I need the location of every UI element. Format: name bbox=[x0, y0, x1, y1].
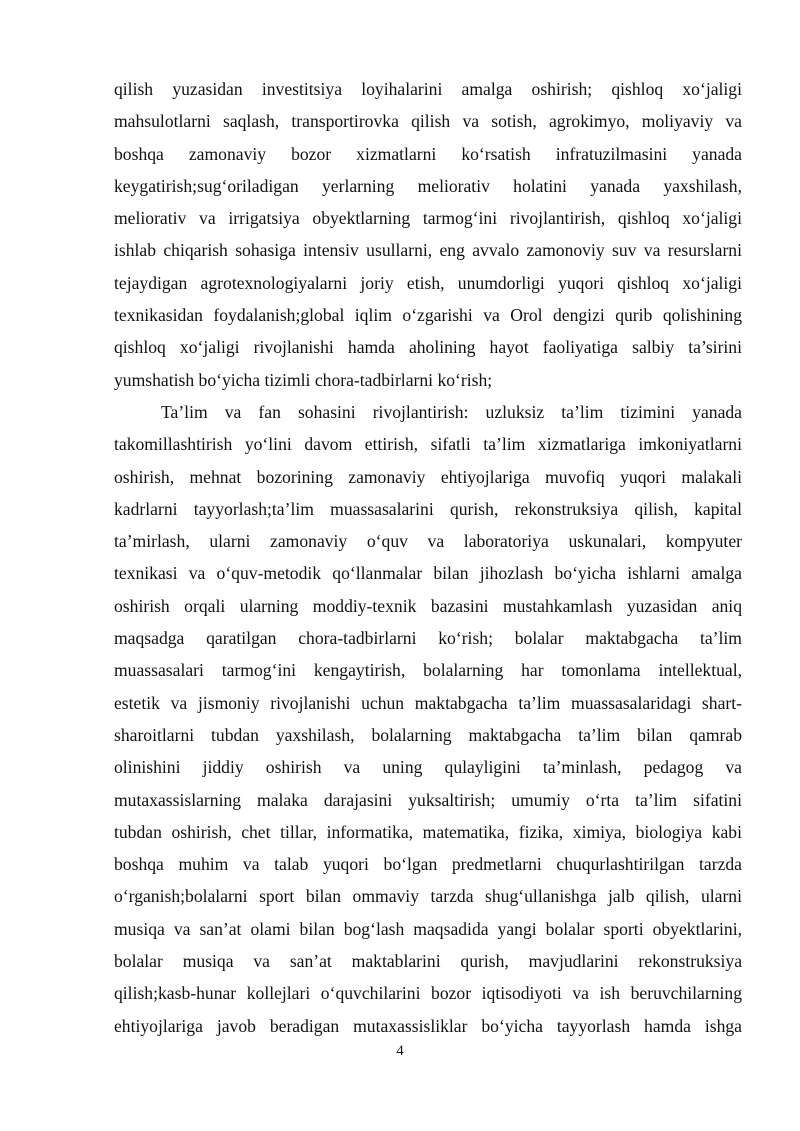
text-line: qishloq xo‘jaligi rivojlanishi hamda aholining hayot faoliyatiga salbiy ta’sirini bbox=[114, 337, 742, 358]
text-line: oshirish, mehnat bozorining zamonaviy ehtiyojlariga muvofiq yuqori malakali bbox=[114, 466, 742, 487]
text-line: tubdan oshirish, chet tillar, informatika, matematika, fizika, ximiya, biologiya kabi bbox=[114, 821, 742, 842]
text-line: qilish yuzasidan investitsiya loyihalarini amalga oshirish; qishloq xo‘jaligi bbox=[114, 79, 742, 99]
text-line: Ta’lim va fan sohasini rivojlantirish: uzluksiz ta’lim tizimini yanada bbox=[161, 401, 742, 422]
text-line: meliorativ va irrigatsiya obyektlarning tarmog‘ini rivojlantirish, qishloq xo‘jaligi bbox=[114, 208, 742, 229]
text-line: mahsulotlarni saqlash, transportirovka qilish va sotish, agrokimyo, moliyaviy va bbox=[114, 111, 742, 132]
text-line: mutaxassislarning malaka darajasini yuksaltirish; umumiy o‘rta ta’lim sifatini bbox=[114, 789, 742, 810]
text-line: o‘rganish;bolalarni sport bilan ommaviy tarzda shug‘ullanishga jalb qilish, ularni bbox=[114, 886, 742, 907]
text-line: maqsadga qaratilgan chora-tadbirlarni ko‘rish; bolalar maktabgacha ta’lim bbox=[114, 628, 742, 649]
paragraph-education bbox=[114, 396, 742, 1042]
text-line: ta’mirlash, ularni zamonaviy o‘quv va laboratoriya uskunalari, kompyuter bbox=[114, 531, 742, 552]
page-number: 4 bbox=[396, 1043, 404, 1059]
text-line: kadrlarni tayyorlash;ta’lim muassasalarini qurish, rekonstruksiya qilish, kapital bbox=[114, 498, 742, 519]
text-line: takomillashtirish yo‘lini davom ettirish, sifatli ta’lim xizmatlariga imkoniyatlarni bbox=[114, 434, 742, 455]
text-line: estetik va jismoniy rivojlanishi uchun maktabgacha ta’lim muassasalaridagi shart- bbox=[114, 692, 742, 713]
text-line: boshqa zamonaviy bozor xizmatlarni ko‘rsatish infratuzilmasini yanada bbox=[114, 143, 742, 164]
text-line: yumshatish bo‘yicha tizimli chora-tadbirlarni ko‘rish; bbox=[114, 369, 493, 390]
text-line: muassasalari tarmog‘ini kengaytirish, bolalarning har tomonlama intellektual, bbox=[114, 660, 742, 681]
text-line: ehtiyojlariga javob beradigan mutaxassisliklar bo‘yicha tayyorlash hamda ishga bbox=[114, 1015, 742, 1036]
text-line: musiqa va san’at olami bilan bog‘lash maqsadida yangi bolalar sporti obyektlarini, bbox=[114, 918, 742, 939]
text-line: texnikasi va o‘quv-metodik qo‘llanmalar bilan jihozlash bo‘yicha ishlarni amalga bbox=[114, 563, 742, 584]
text-line: sharoitlarni tubdan yaxshilash, bolalarning maktabgacha ta’lim bilan qamrab bbox=[114, 724, 742, 745]
text-line: ishlab chiqarish sohasiga intensiv usullarni, eng avvalo zamonoviy suv va resurslarni bbox=[114, 240, 742, 261]
paragraph-agriculture bbox=[114, 73, 742, 396]
text-line: texnikasidan foydalanish;global iqlim o‘zgarishi va Orol dengizi qurib qolishining bbox=[114, 305, 742, 326]
text-line: qilish;kasb-hunar kollejlari o‘quvchilarini bozor iqtisodiyoti va ish beruvchilarning bbox=[114, 983, 742, 1004]
text-line: boshqa muhim va talab yuqori bo‘lgan predmetlarni chuqurlashtirilgan tarzda bbox=[114, 854, 742, 875]
text-line: keygatirish;sug‘oriladigan yerlarning meliorativ holatini yanada yaxshilash, bbox=[114, 175, 742, 196]
text-line: bolalar musiqa va san’at maktablarini qurish, mavjudlarini rekonstruksiya bbox=[114, 951, 742, 972]
document-page bbox=[114, 73, 742, 1042]
text-line: tejaydigan agrotexnologiyalarni joriy etish, unumdorligi yuqori qishloq xo‘jaligi bbox=[114, 272, 742, 293]
text-line: olinishini jiddiy oshirish va uning qulayligini ta’minlash, pedagog va bbox=[114, 757, 742, 778]
text-line: oshirish orqali ularning moddiy-texnik bazasini mustahkamlash yuzasidan aniq bbox=[114, 595, 742, 616]
